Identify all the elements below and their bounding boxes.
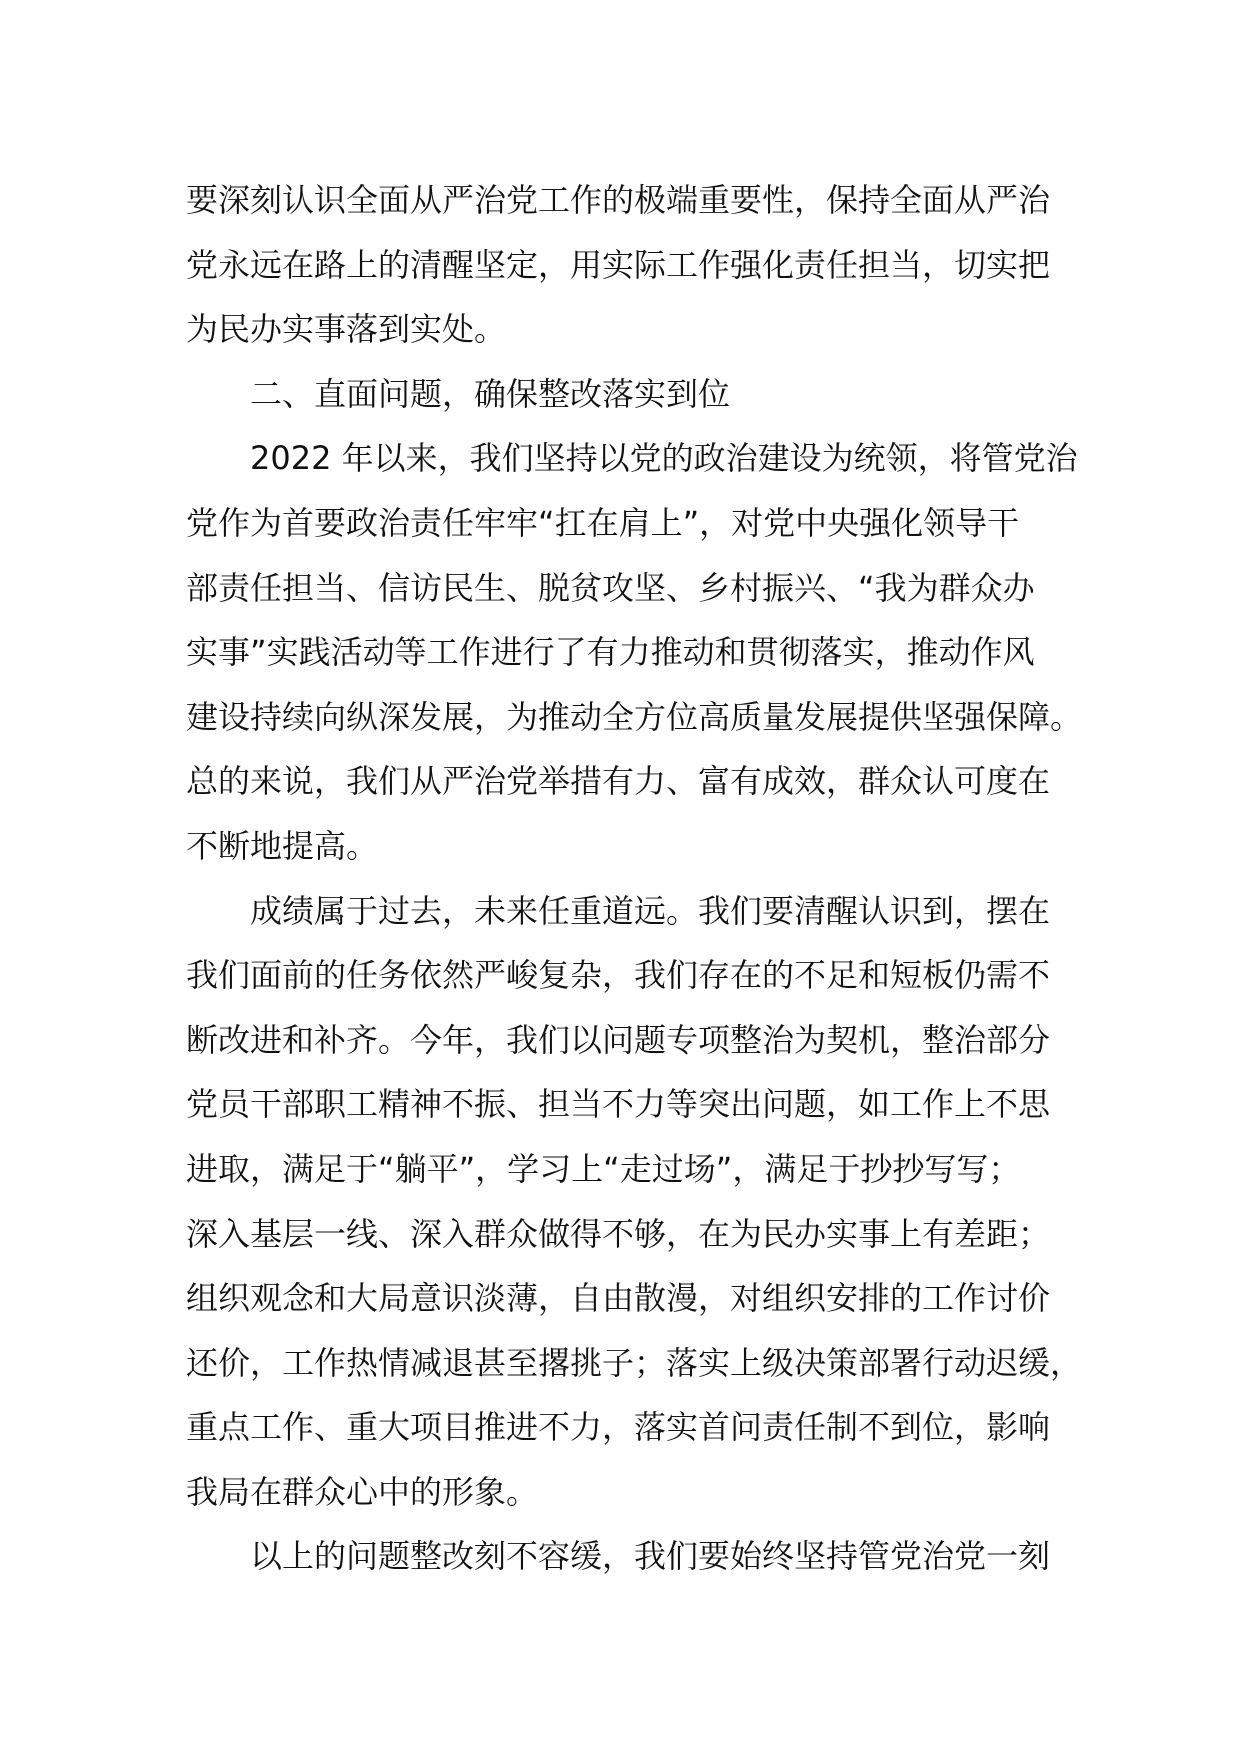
- text-line: 党作为首要政治责任牢牢“扛在肩上”，对党中央强化领导干: [186, 503, 1020, 542]
- text-line: 部责任担当、信访民生、脱贫攻坚、乡村振兴、“我为群众办: [186, 568, 1035, 607]
- paragraph-1: [186, 168, 1076, 362]
- heading-text: 二、直面问题，确保整改落实到位: [250, 374, 731, 413]
- text-line: 总的来说，我们从严治党举措有力、富有成效，群众认可度在: [186, 762, 1051, 801]
- text-line: 实事”实践活动等工作进行了有力推动和贯彻落实，推动作风: [186, 633, 1035, 672]
- text-line: 我局在群众心中的形象。: [186, 1472, 539, 1511]
- text-line: 为民办实事落到实处。: [186, 310, 507, 349]
- text-line: 进取，满足于“躺平”，学习上“走过场”，满足于抄抄写写；: [186, 1149, 1021, 1188]
- text-line: 建设持续向纵深发展，为推动全方位高质量发展提供坚强保障。: [186, 697, 1083, 736]
- text-line: 以上的问题整改刻不容缓，我们要始终坚持管党治党一刻: [250, 1537, 1051, 1576]
- text-line: 还价，工作热情减退甚至撂挑子；落实上级决策部署行动迟缓，: [186, 1343, 1083, 1382]
- text-line: 党员干部职工精神不振、担当不力等突出问题，如工作上不思: [186, 1085, 1051, 1124]
- text-line: 2022 年以来，我们坚持以党的政治建设为统领，将管党治: [250, 439, 1078, 478]
- paragraph-4: [186, 1524, 1076, 1589]
- text-line: 组织观念和大局意识淡薄，自由散漫，对组织安排的工作讨价: [186, 1279, 1051, 1318]
- text-line: 重点工作、重大项目推进不力，落实首问责任制不到位，影响: [186, 1408, 1051, 1447]
- document-body: [186, 168, 1083, 1589]
- text-line: 要深刻认识全面从严治党工作的极端重要性，保持全面从严治: [186, 181, 1051, 219]
- section-heading: [186, 362, 1076, 427]
- text-line: 深入基层一线、深入群众做得不够，在为民办实事上有差距；: [186, 1214, 1051, 1253]
- paragraph-3: [186, 879, 1083, 1525]
- text-line: 我们面前的任务依然严峻复杂，我们存在的不足和短板仍需不: [186, 956, 1051, 995]
- paragraph-2: [186, 426, 1083, 878]
- text-line: 成绩属于过去，未来任重道远。我们要清醒认识到，摆在: [250, 891, 1051, 930]
- text-line: 不断地提高。: [186, 826, 379, 865]
- text-line: 党永远在路上的清醒坚定，用实际工作强化责任担当，切实把: [186, 245, 1051, 284]
- text-line: 断改进和补齐。今年，我们以问题专项整治为契机，整治部分: [186, 1020, 1051, 1059]
